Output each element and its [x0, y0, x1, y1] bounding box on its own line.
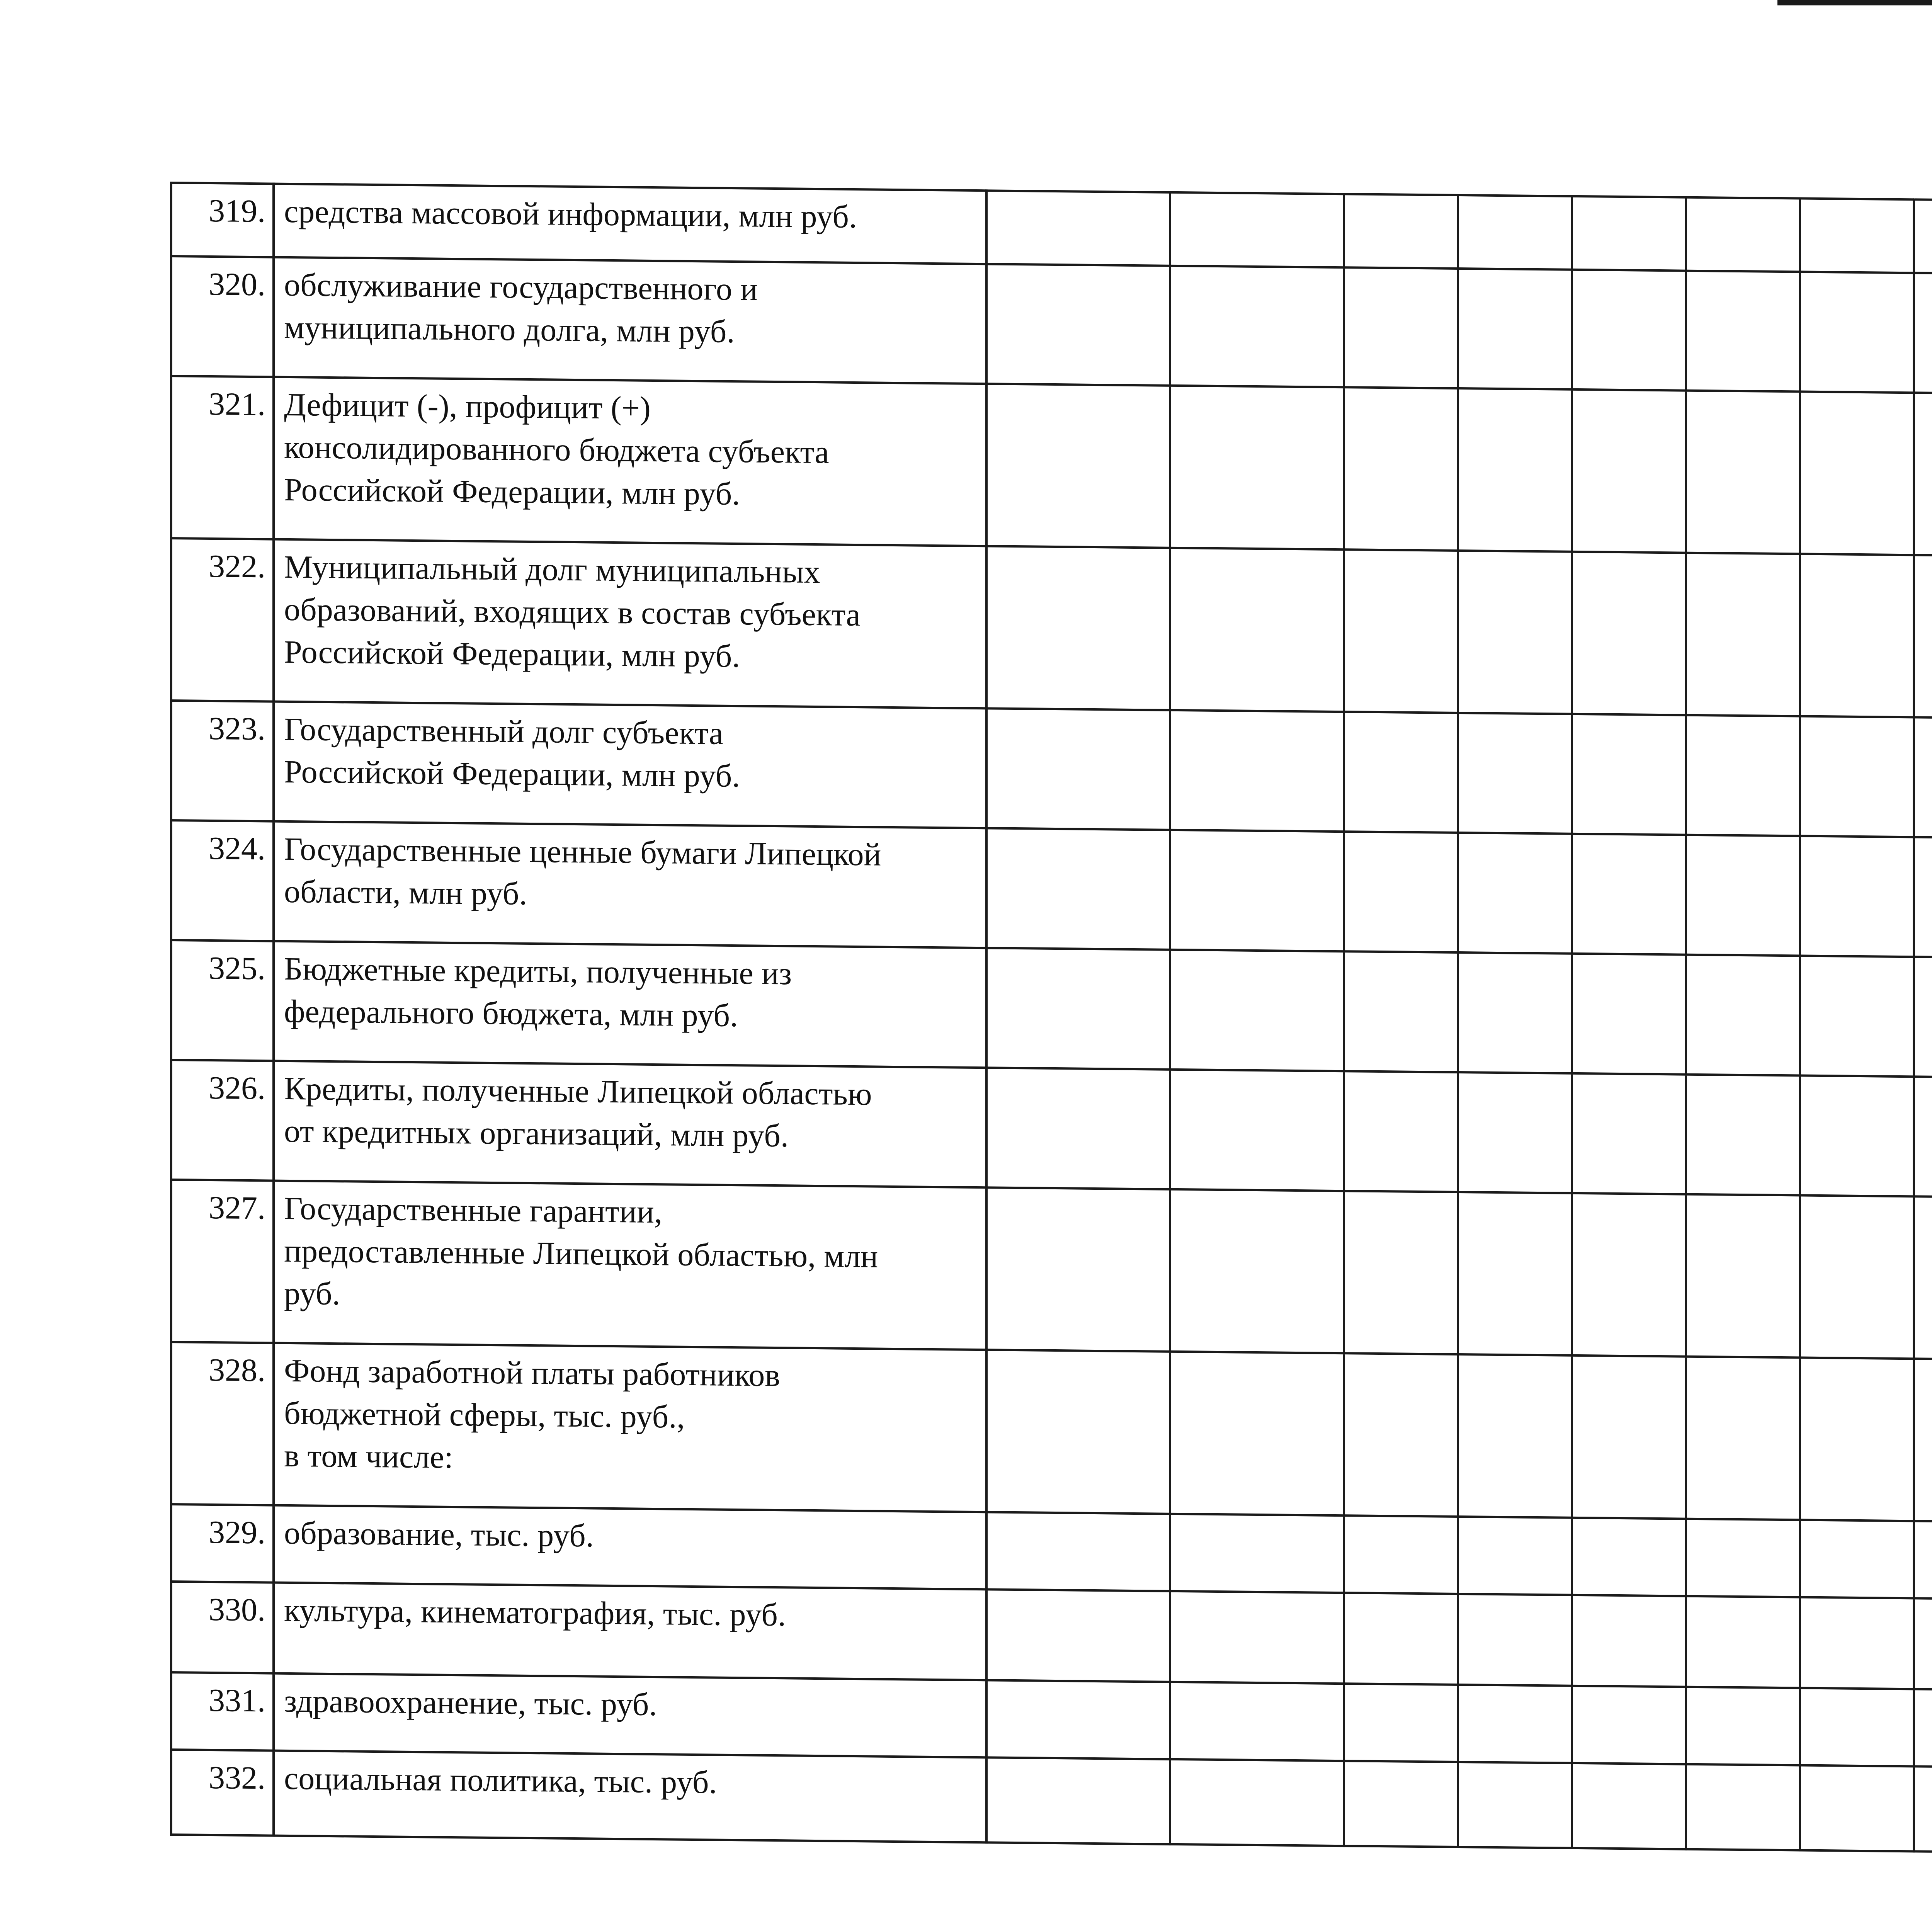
row-label: [274, 1751, 986, 1843]
value-cell[interactable]: [1458, 269, 1572, 389]
value-cell[interactable]: [1458, 1685, 1572, 1763]
scan-edge-top: [1777, 0, 1932, 5]
row-label-line: Российской Федерации, млн руб.: [284, 753, 740, 794]
value-cell[interactable]: [1170, 266, 1344, 387]
value-cell[interactable]: [1686, 197, 1800, 272]
value-cell[interactable]: [1170, 1189, 1344, 1353]
row-label-line: Муниципальный долг муниципальных: [284, 549, 820, 590]
value-cell[interactable]: [1914, 1196, 1932, 1360]
row-label-line: обслуживание государственного и: [284, 267, 758, 308]
row-label: [274, 1583, 986, 1680]
value-cell[interactable]: [1572, 196, 1686, 271]
value-cell[interactable]: [1344, 1515, 1458, 1594]
value-cell[interactable]: [1344, 1593, 1458, 1685]
value-cell[interactable]: [1686, 715, 1800, 836]
value-cell[interactable]: [1458, 551, 1572, 714]
value-cell[interactable]: [1572, 389, 1686, 553]
value-cell[interactable]: [986, 1680, 1170, 1759]
value-cell[interactable]: [1170, 1759, 1344, 1846]
value-cell[interactable]: [1458, 388, 1572, 552]
row-label-line: культура, кинематография, тыс. руб.: [284, 1592, 786, 1633]
row-label: [274, 539, 986, 709]
value-cell[interactable]: [1458, 1517, 1572, 1595]
value-cell[interactable]: [1572, 714, 1686, 835]
value-cell[interactable]: [1344, 387, 1458, 551]
value-cell[interactable]: [1914, 273, 1932, 394]
value-cell[interactable]: [1572, 1355, 1686, 1519]
row-label-line: Бюджетные кредиты, полученные из: [284, 951, 792, 992]
row-label: [274, 377, 986, 546]
value-cell[interactable]: [1800, 1075, 1914, 1196]
value-cell[interactable]: [1914, 1359, 1932, 1522]
value-cell[interactable]: [986, 1512, 1170, 1591]
value-cell[interactable]: [1686, 1075, 1800, 1196]
value-cell[interactable]: [1800, 391, 1914, 555]
value-cell[interactable]: [1572, 270, 1686, 391]
value-cell[interactable]: [1170, 386, 1344, 549]
value-cell[interactable]: [1686, 1519, 1800, 1597]
value-cell[interactable]: [986, 828, 1170, 950]
row-number: 323.: [171, 701, 274, 821]
value-cell[interactable]: [1914, 1598, 1932, 1690]
row-label: [274, 941, 986, 1068]
value-cell[interactable]: [986, 1187, 1170, 1352]
value-cell[interactable]: [1344, 1684, 1458, 1762]
value-cell[interactable]: [1914, 199, 1932, 274]
value-cell[interactable]: [1572, 1595, 1686, 1687]
value-cell[interactable]: [1800, 554, 1914, 717]
value-cell[interactable]: [1170, 548, 1344, 712]
row-label-line: в том числе:: [284, 1437, 453, 1476]
value-cell[interactable]: [1458, 952, 1572, 1073]
value-cell[interactable]: [1800, 956, 1914, 1077]
row-number: 324.: [171, 820, 274, 941]
value-cell[interactable]: [986, 708, 1170, 830]
value-cell[interactable]: [1344, 1191, 1458, 1354]
row-number: 327.: [171, 1180, 274, 1343]
table-row: [171, 1180, 1932, 1367]
row-number: 321.: [171, 376, 274, 539]
row-label-line: Дефицит (-), профицит (+): [284, 386, 651, 426]
row-label-line: бюджетной сферы, тыс. руб.,: [284, 1395, 685, 1435]
value-cell[interactable]: [1344, 194, 1458, 269]
value-cell[interactable]: [1800, 1765, 1914, 1851]
value-cell[interactable]: [986, 264, 1170, 386]
value-cell[interactable]: [1914, 717, 1932, 838]
table-row: [171, 538, 1932, 726]
value-cell[interactable]: [1572, 954, 1686, 1075]
row-label-line: области, млн руб.: [284, 873, 527, 912]
value-cell[interactable]: [1572, 834, 1686, 955]
value-cell[interactable]: [1572, 552, 1686, 715]
value-cell[interactable]: [1800, 716, 1914, 837]
row-label-line: средства массовой информации, млн руб.: [284, 193, 857, 235]
row-label-line: Государственные ценные бумаги Липецкой: [284, 831, 881, 873]
value-cell[interactable]: [1914, 1521, 1932, 1599]
row-label-line: руб.: [284, 1275, 340, 1312]
value-cell[interactable]: [1800, 836, 1914, 957]
value-cell[interactable]: [986, 384, 1170, 548]
value-cell[interactable]: [1344, 1761, 1458, 1847]
row-label-line: образование, тыс. руб.: [284, 1515, 594, 1554]
value-cell[interactable]: [1170, 1070, 1344, 1191]
value-cell[interactable]: [1344, 267, 1458, 388]
value-cell[interactable]: [1686, 553, 1800, 716]
value-cell[interactable]: [1170, 830, 1344, 951]
row-label: [274, 1061, 986, 1188]
value-cell[interactable]: [1686, 1357, 1800, 1520]
value-cell[interactable]: [1170, 1682, 1344, 1761]
row-label-line: социальная политика, тыс. руб.: [284, 1760, 717, 1801]
value-cell[interactable]: [986, 190, 1170, 266]
value-cell[interactable]: [1800, 1357, 1914, 1521]
row-number: 319.: [171, 183, 274, 257]
value-cell[interactable]: [1170, 950, 1344, 1071]
value-cell[interactable]: [986, 948, 1170, 1070]
row-label-line: Фонд заработной платы работников: [284, 1352, 780, 1394]
row-label: [274, 1181, 986, 1350]
value-cell[interactable]: [1170, 710, 1344, 832]
row-label-line: консолидированного бюджета субъекта: [284, 429, 829, 471]
row-number: 322.: [171, 538, 274, 702]
value-cell[interactable]: [986, 1350, 1170, 1514]
row-label: [274, 1673, 986, 1758]
row-number: 325.: [171, 940, 274, 1061]
value-cell[interactable]: [1572, 1686, 1686, 1764]
row-number: 329.: [171, 1504, 274, 1583]
value-cell[interactable]: [1344, 712, 1458, 833]
row-number: 332.: [171, 1750, 274, 1836]
value-cell[interactable]: [1170, 1591, 1344, 1684]
value-cell[interactable]: [986, 1068, 1170, 1189]
row-label-line: Кредиты, полученные Липецкой областью: [284, 1070, 872, 1112]
value-cell[interactable]: [1914, 1689, 1932, 1767]
value-cell[interactable]: [1344, 549, 1458, 713]
indicators-table: [170, 182, 1932, 1861]
value-cell[interactable]: [1800, 1688, 1914, 1766]
row-number: 330.: [171, 1582, 274, 1673]
row-label-line: образований, входящих в состав субъекта: [284, 591, 861, 633]
value-cell[interactable]: [1686, 1596, 1800, 1688]
value-cell[interactable]: [1800, 198, 1914, 273]
value-cell[interactable]: [1686, 835, 1800, 956]
row-label: [274, 257, 986, 384]
value-cell[interactable]: [1572, 1073, 1686, 1194]
row-label-line: Государственный долг субъекта: [284, 711, 724, 752]
value-cell[interactable]: [1914, 837, 1932, 958]
row-label-line: муниципального долга, млн руб.: [284, 309, 735, 350]
value-cell[interactable]: [1458, 833, 1572, 954]
row-label-line: предоставленные Липецкой областью, млн: [284, 1233, 878, 1275]
value-cell[interactable]: [1686, 955, 1800, 1076]
table-body: [171, 183, 1932, 1860]
value-cell[interactable]: [1458, 713, 1572, 834]
value-cell[interactable]: [1686, 391, 1800, 554]
value-cell[interactable]: [1170, 192, 1344, 267]
value-cell[interactable]: [986, 1757, 1170, 1844]
row-label-line: от кредитных организаций, млн руб.: [284, 1113, 789, 1154]
row-label-line: федерального бюджета, млн руб.: [284, 993, 738, 1034]
row-label-line: Государственные гарантии,: [284, 1190, 662, 1230]
row-label: [274, 184, 986, 264]
value-cell[interactable]: [1458, 1192, 1572, 1355]
row-label-line: здравоохранение, тыс. руб.: [284, 1683, 657, 1723]
value-cell[interactable]: [1572, 1518, 1686, 1596]
value-cell[interactable]: [1458, 1072, 1572, 1193]
table-row: [171, 376, 1932, 564]
value-cell[interactable]: [1800, 272, 1914, 393]
row-label-line: Российской Федерации, млн руб.: [284, 471, 740, 512]
row-number: 328.: [171, 1342, 274, 1505]
row-label: [274, 1505, 986, 1590]
value-cell[interactable]: [1914, 393, 1932, 556]
value-cell[interactable]: [1800, 1597, 1914, 1689]
value-cell[interactable]: [1572, 1193, 1686, 1357]
value-cell[interactable]: [1686, 1764, 1800, 1850]
value-cell[interactable]: [1344, 1353, 1458, 1517]
value-cell[interactable]: [1458, 1594, 1572, 1686]
document-sheet: [170, 182, 1932, 1861]
value-cell[interactable]: [1458, 195, 1572, 270]
row-number: 331.: [171, 1672, 274, 1751]
row-label: [274, 702, 986, 828]
value-cell[interactable]: [1458, 1354, 1572, 1518]
row-label: [274, 821, 986, 948]
value-cell[interactable]: [986, 1589, 1170, 1682]
value-cell[interactable]: [1572, 1763, 1686, 1849]
row-label-line: Российской Федерации, млн руб.: [284, 634, 740, 675]
row-number: 326.: [171, 1060, 274, 1181]
value-cell[interactable]: [1914, 1766, 1932, 1852]
value-cell[interactable]: [1800, 1520, 1914, 1598]
table-row: [171, 1342, 1932, 1530]
value-cell[interactable]: [1686, 271, 1800, 392]
value-cell[interactable]: [1344, 1071, 1458, 1192]
table-row: [171, 1750, 1932, 1860]
value-cell[interactable]: [1458, 1762, 1572, 1848]
value-cell[interactable]: [1686, 1687, 1800, 1765]
value-cell[interactable]: [1914, 1077, 1932, 1197]
row-label: [274, 1343, 986, 1512]
value-cell[interactable]: [1170, 1352, 1344, 1515]
value-cell[interactable]: [1686, 1194, 1800, 1358]
value-cell[interactable]: [1914, 957, 1932, 1078]
value-cell[interactable]: [1800, 1195, 1914, 1359]
value-cell[interactable]: [986, 546, 1170, 710]
value-cell[interactable]: [1344, 832, 1458, 952]
row-number: 320.: [171, 256, 274, 377]
value-cell[interactable]: [1344, 951, 1458, 1072]
value-cell[interactable]: [1170, 1514, 1344, 1593]
value-cell[interactable]: [1914, 555, 1932, 718]
